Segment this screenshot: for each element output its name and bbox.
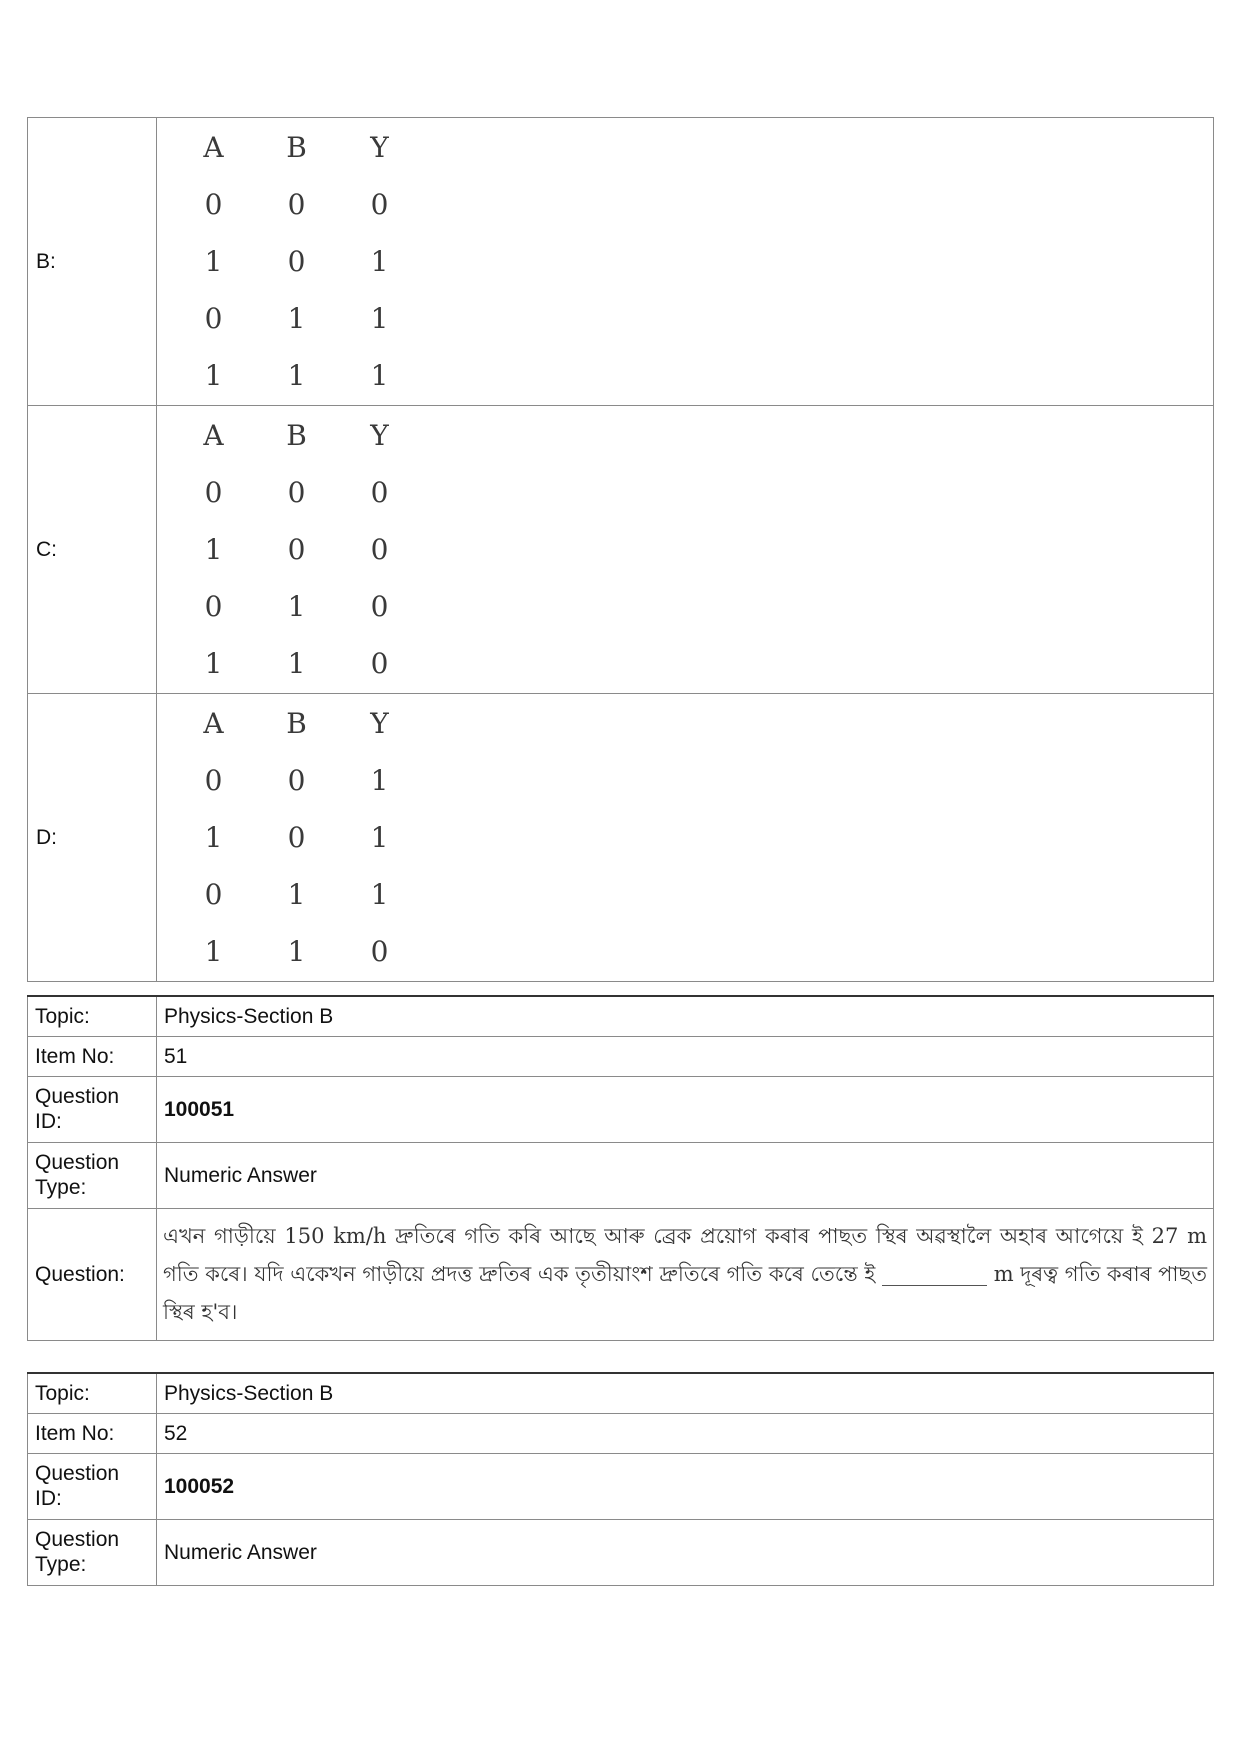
truth-table-cell: 1	[370, 821, 389, 854]
item-no-label: Item No:	[28, 1036, 157, 1076]
truth-table-row	[172, 521, 1212, 578]
item-no-row	[28, 1036, 1214, 1076]
truth-table-cell: 0	[204, 476, 223, 509]
truth-table-cell: 0	[370, 935, 389, 968]
truth-table-cell: 0	[287, 245, 306, 278]
truth-table-cell: 1	[370, 245, 389, 278]
question-52-table	[27, 1372, 1214, 1586]
truth-table-cell: 1	[287, 359, 306, 392]
truth-table	[157, 406, 1214, 694]
truth-table-cell: 1	[370, 764, 389, 797]
truth-table	[157, 694, 1214, 982]
truth-table-row	[172, 923, 1212, 980]
option-label: B:	[28, 118, 157, 406]
question-type-row	[28, 1519, 1214, 1585]
truth-table-cell: 1	[370, 302, 389, 335]
truth-table-cell: 0	[287, 188, 306, 221]
truth-table-row	[172, 464, 1212, 521]
truth-table-cell: 1	[287, 647, 306, 680]
truth-table-cell: 1	[287, 302, 306, 335]
question-id-value: 100052	[157, 1453, 1214, 1519]
truth-table-cell: 0	[370, 647, 389, 680]
topic-row	[28, 996, 1214, 1036]
question-id-label: Question ID:	[28, 1453, 157, 1519]
truth-table-cell: 0	[204, 302, 223, 335]
question-id-row	[28, 1453, 1214, 1519]
truth-table-row	[172, 809, 1212, 866]
truth-table-cell: Y	[370, 707, 389, 740]
truth-table-header	[172, 407, 1212, 464]
question-id-row	[28, 1076, 1214, 1142]
item-no-row	[28, 1413, 1214, 1453]
truth-table-header	[172, 695, 1212, 752]
truth-table-cell: 1	[204, 647, 223, 680]
truth-table-cell: Y	[370, 131, 389, 164]
truth-table-cell: A	[203, 419, 224, 452]
truth-table-header	[172, 119, 1212, 176]
item-no-value: 51	[157, 1036, 1214, 1076]
truth-table-cell: 0	[204, 188, 223, 221]
question-type-value: Numeric Answer	[157, 1519, 1214, 1585]
options-table	[27, 117, 1214, 982]
truth-table-cell: 0	[204, 590, 223, 623]
topic-label: Topic:	[28, 996, 157, 1036]
question-id-value: 100051	[157, 1076, 1214, 1142]
truth-table-cell: 1	[287, 935, 306, 968]
truth-table-cell: B	[286, 707, 307, 740]
truth-table-cell: 0	[370, 533, 389, 566]
question-row	[28, 1208, 1214, 1340]
topic-value: Physics-Section B	[157, 1373, 1214, 1413]
truth-table-cell: 0	[204, 878, 223, 911]
item-no-label: Item No:	[28, 1413, 157, 1453]
truth-table-cell: 0	[287, 476, 306, 509]
truth-table-cell: 1	[204, 935, 223, 968]
truth-table-cell: 1	[370, 878, 389, 911]
truth-table-cell: 0	[287, 764, 306, 797]
option-row	[28, 694, 1214, 982]
truth-table-cell: Y	[370, 419, 389, 452]
option-label: C:	[28, 406, 157, 694]
question-type-label: Question Type:	[28, 1519, 157, 1585]
question-text: এখন গাড়ীয়ে 150 km/h দ্ৰুতিৰে গতি কৰি আছে আৰু ব্ৰেক প্ৰয়োগ কৰাৰ পাছত স্থিৰ অৱস্থালৈ অহাৰ আগেয়ে ই 27 m গতি কৰে। যদি একেখন গাড়ীয়ে প্ৰদত্ত দ্ৰুতিৰ এক তৃতীয়াংশ দ্ৰুতিৰে গতি কৰে তেন্তে ই __________ m দূৰত্ব গতি কৰাৰ পাছত স্থিৰ হ'ব।	[157, 1208, 1214, 1340]
truth-table	[157, 118, 1214, 406]
question-id-label: Question ID:	[28, 1076, 157, 1142]
question-type-row	[28, 1142, 1214, 1208]
truth-table-row	[172, 866, 1212, 923]
option-label: D:	[28, 694, 157, 982]
truth-table-cell: 0	[204, 764, 223, 797]
truth-table-cell: B	[286, 131, 307, 164]
truth-table-cell: 0	[370, 188, 389, 221]
truth-table-row	[172, 752, 1212, 809]
topic-value: Physics-Section B	[157, 996, 1214, 1036]
option-row	[28, 118, 1214, 406]
truth-table-cell: 1	[204, 821, 223, 854]
question-type-label: Question Type:	[28, 1142, 157, 1208]
truth-table-row	[172, 233, 1212, 290]
truth-table-row	[172, 347, 1212, 404]
truth-table-cell: A	[203, 707, 224, 740]
truth-table-cell: 1	[370, 359, 389, 392]
item-no-value: 52	[157, 1413, 1214, 1453]
truth-table-row	[172, 290, 1212, 347]
truth-table-cell: 0	[287, 821, 306, 854]
topic-label: Topic:	[28, 1373, 157, 1413]
option-row	[28, 406, 1214, 694]
truth-table-row	[172, 635, 1212, 692]
truth-table-row	[172, 578, 1212, 635]
topic-row	[28, 1373, 1214, 1413]
truth-table-cell: 0	[370, 476, 389, 509]
truth-table-row	[172, 176, 1212, 233]
truth-table-cell: A	[203, 131, 224, 164]
truth-table-cell: 1	[287, 878, 306, 911]
truth-table-cell: 1	[204, 245, 223, 278]
question-label: Question:	[28, 1208, 157, 1340]
question-51-table	[27, 995, 1214, 1341]
truth-table-cell: 1	[204, 533, 223, 566]
truth-table-cell: 0	[287, 533, 306, 566]
truth-table-cell: B	[286, 419, 307, 452]
truth-table-cell: 0	[370, 590, 389, 623]
question-type-value: Numeric Answer	[157, 1142, 1214, 1208]
truth-table-cell: 1	[204, 359, 223, 392]
truth-table-cell: 1	[287, 590, 306, 623]
